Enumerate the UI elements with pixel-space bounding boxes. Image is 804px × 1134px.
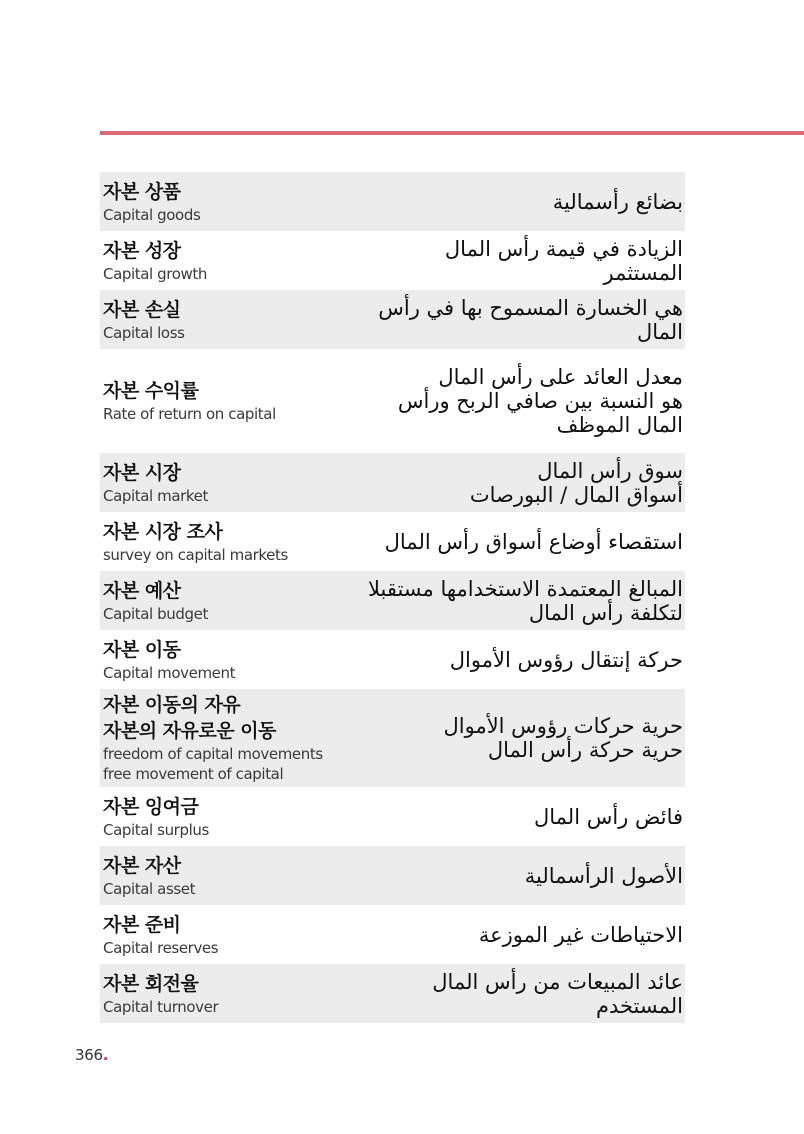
english-term: free movement of capital [103, 765, 284, 783]
english-term: Capital budget [103, 604, 208, 623]
english-term: Rate of return on capital [103, 405, 276, 423]
arabic-translation-cell [353, 530, 683, 554]
arabic-translation-cell [353, 923, 683, 947]
arabic-translation: أسواق المال / البورصات [469, 482, 683, 507]
term-source-cell [103, 460, 353, 506]
arabic-translation: حرية حركة رأس المال [487, 738, 683, 762]
arabic-translation: حرية حركات رؤوس الأموال [443, 714, 683, 738]
term-source-cell [103, 519, 353, 565]
glossary-row [100, 231, 685, 290]
glossary-row [100, 290, 685, 349]
page-number-value: 366 [75, 1046, 103, 1064]
english-term: Capital growth [103, 264, 207, 283]
arabic-translation-cell [353, 190, 683, 214]
arabic-translation: استقصاء أوضاع أسواق رأس المال [384, 529, 683, 554]
term-source-cell [103, 297, 353, 343]
arabic-translation-cell [353, 459, 683, 507]
term-source-cell [103, 578, 353, 624]
korean-term: 자본 잉여금 [103, 795, 199, 818]
arabic-translation: المال [636, 319, 683, 344]
arabic-translation-cell [353, 805, 683, 829]
term-source-cell [103, 378, 353, 424]
english-term: freedom of capital movements [103, 745, 323, 763]
term-source-cell [103, 637, 353, 683]
arabic-translation: سوق رأس المال [537, 458, 683, 483]
korean-term: 자본 회전율 [103, 972, 199, 995]
korean-term: 자본 시장 [103, 461, 181, 484]
page-number-dot: . [102, 1046, 109, 1064]
term-source-cell [103, 238, 353, 284]
term-source-cell [103, 692, 353, 784]
korean-term: 자본의 자유로운 이동 [103, 720, 276, 742]
arabic-translation: لتكلفة رأس المال [528, 600, 683, 625]
glossary-row [100, 453, 685, 512]
arabic-translation: المبالغ المعتمدة الاستخدامها مستقبلا [367, 576, 683, 601]
korean-term: 자본 수익률 [103, 380, 199, 402]
term-source-cell [103, 912, 353, 958]
arabic-translation-cell [353, 864, 683, 888]
arabic-translation: الزيادة في قيمة رأس المال المستثمر [444, 236, 683, 285]
english-term: Capital loss [103, 323, 185, 342]
glossary-row [100, 349, 685, 453]
english-term: Capital reserves [103, 938, 219, 957]
glossary-row [100, 846, 685, 905]
arabic-translation: فائض رأس المال [534, 804, 683, 829]
arabic-translation: هي الخسارة المسموح بها في رأس [378, 295, 683, 320]
english-term: Capital market [103, 486, 208, 505]
term-source-cell [103, 179, 353, 225]
arabic-translation-cell [353, 970, 683, 1018]
glossary-row [100, 689, 685, 787]
korean-term: 자본 이동 [103, 638, 181, 661]
korean-term: 자본 시장 조사 [103, 520, 223, 543]
arabic-translation: المستخدم [595, 993, 683, 1018]
korean-term: 자본 예산 [103, 579, 181, 602]
arabic-translation: المال الموظف [556, 413, 683, 437]
glossary-row [100, 172, 685, 231]
english-term: survey on capital markets [103, 545, 288, 564]
korean-term: 자본 이동의 자유 [103, 694, 241, 716]
arabic-translation: هو النسبة بين صافي الربح ورأس [397, 389, 683, 413]
term-source-cell [103, 853, 353, 899]
english-term: Capital goods [103, 205, 201, 224]
term-source-cell [103, 794, 353, 840]
arabic-translation-cell [353, 365, 683, 437]
glossary-table [100, 172, 685, 1023]
glossary-row [100, 630, 685, 689]
page-number [75, 1046, 108, 1064]
arabic-translation: الاحتياطات غير الموزعة [478, 922, 683, 947]
arabic-translation-cell [353, 648, 683, 672]
english-term: Capital turnover [103, 997, 219, 1016]
korean-term: 자본 손실 [103, 298, 181, 321]
arabic-translation-cell [353, 714, 683, 762]
glossary-row [100, 787, 685, 846]
korean-term: 자본 자산 [103, 854, 181, 877]
english-term: Capital movement [103, 663, 236, 682]
arabic-translation: حركة إنتقال رؤوس الأموال [449, 647, 683, 672]
term-source-cell [103, 971, 353, 1017]
arabic-translation: معدل العائد على رأس المال [438, 365, 683, 389]
glossary-row [100, 512, 685, 571]
arabic-translation-cell [353, 296, 683, 344]
english-term: Capital asset [103, 879, 196, 898]
arabic-translation-cell [353, 237, 683, 285]
header-accent-rule [100, 131, 804, 135]
glossary-row [100, 571, 685, 630]
glossary-row [100, 964, 685, 1023]
arabic-translation: الأصول الرأسمالية [524, 863, 683, 888]
arabic-translation: بضائع رأسمالية [552, 189, 683, 214]
korean-term: 자본 상품 [103, 180, 181, 203]
arabic-translation: عائد المبيعات من رأس المال [432, 969, 683, 994]
korean-term: 자본 준비 [103, 913, 181, 936]
glossary-row [100, 905, 685, 964]
arabic-translation-cell [353, 577, 683, 625]
english-term: Capital surplus [103, 820, 209, 839]
korean-term: 자본 성장 [103, 239, 181, 262]
